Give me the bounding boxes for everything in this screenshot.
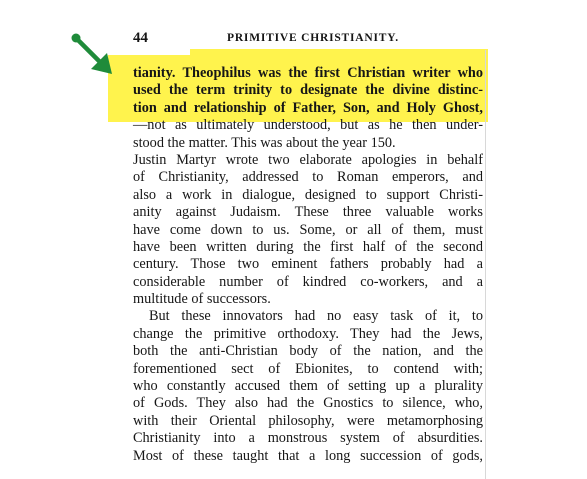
text-line: anity against Judaism. These three valuable works xyxy=(133,204,483,221)
text-line: Most of these taught that a long succession of gods, xyxy=(133,447,483,464)
text-line: used the term trinity to designate the divine distinc- xyxy=(133,82,483,99)
text-line: stood the matter. This was about the year 150. xyxy=(133,134,396,151)
text-line: have come down to us. Some, or all of them, must xyxy=(133,221,483,238)
text-line: Christianity into a monstrous system of absurdities. xyxy=(133,430,483,447)
text-line: have been written during the first half of the second xyxy=(133,238,483,255)
text-line: Justin Martyr wrote two elaborate apologies in behalf xyxy=(133,151,483,168)
body-text xyxy=(133,65,483,465)
text-line: But these innovators had no easy task of it, to xyxy=(149,308,483,325)
text-line: of Gods. They also had the Gnostics to silence, who, xyxy=(133,395,483,412)
text-line: with their Oriental philosophy, were metamorphosing xyxy=(133,412,483,429)
running-head xyxy=(133,30,481,50)
text-line: multitude of successors. xyxy=(133,291,271,308)
text-line: also a work in dialogue, designed to support Christi- xyxy=(133,186,483,203)
page-number: 44 xyxy=(133,30,148,46)
text-line: forementioned sect of Ebionites, to contend with; xyxy=(133,360,483,377)
text-line: tianity. Theophilus was the first Christian writer who xyxy=(133,65,483,81)
text-line: considerable number of kindred co-workers, and a xyxy=(133,273,483,290)
green-arrow-icon xyxy=(62,28,117,83)
text-line: —not as ultimately understood, but as he then under- xyxy=(133,117,483,134)
text-line: century. Those two eminent fathers probably had a xyxy=(133,256,483,273)
running-title: PRIMITIVE CHRISTIANITY. xyxy=(227,32,399,44)
text-line: of Christianity, addressed to Roman emperors, and xyxy=(133,169,483,186)
page-margin-rule xyxy=(485,50,486,479)
text-line: who constantly accused them of setting up a plurality xyxy=(133,378,483,395)
text-line: change the primitive orthodoxy. They had the Jews, xyxy=(133,325,483,342)
text-line: tion and relationship of Father, Son, and Holy Ghost, xyxy=(133,99,483,116)
text-line: both the anti-Christian body of the nation, and the xyxy=(133,343,483,360)
